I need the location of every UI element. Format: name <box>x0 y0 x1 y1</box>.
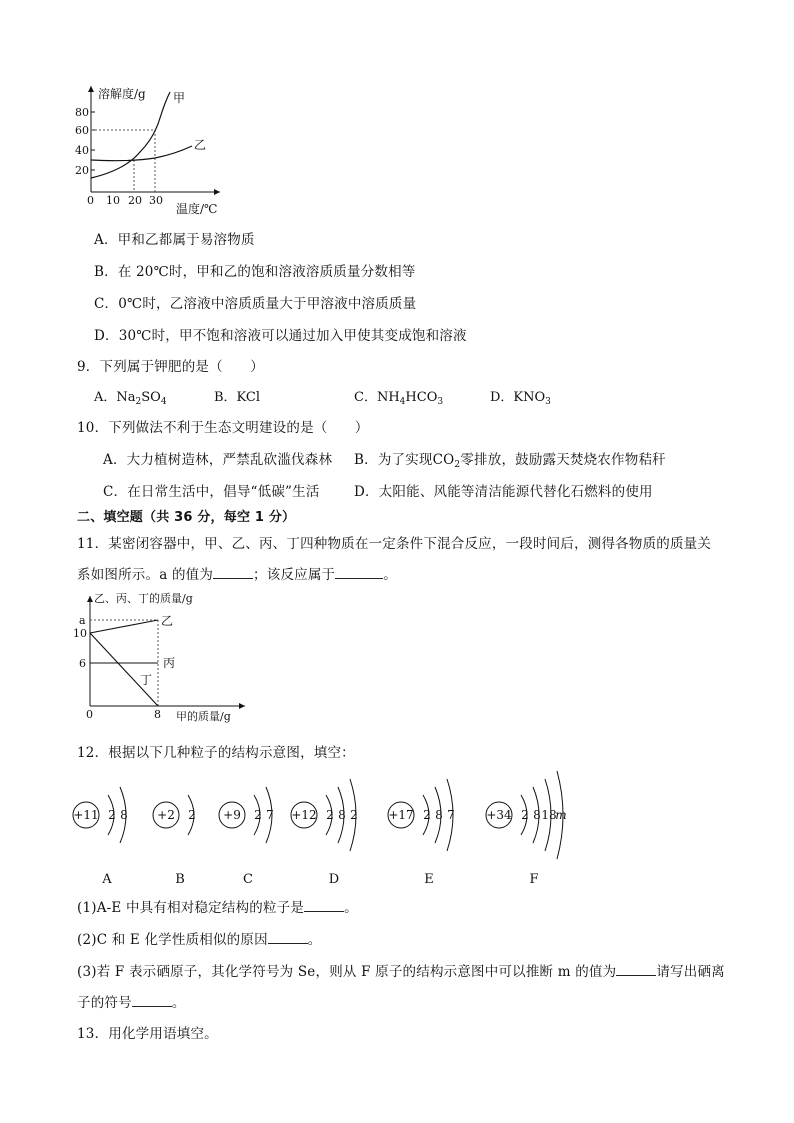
q8-option-b: B．在 20℃时，甲和乙的饱和溶液溶质质量分数相等 <box>94 264 416 280</box>
nucleus-charge: +9 <box>223 808 241 822</box>
q8-option-d: D．30℃时，甲不饱和溶液可以通过加入甲使其变成饱和溶液 <box>94 328 467 344</box>
q8-option-a: A．甲和乙都属于易溶物质 <box>94 232 255 248</box>
solubility-chart <box>70 80 240 220</box>
y-tick-a: a <box>79 614 86 627</box>
shell-electron-count: 18 <box>541 808 557 822</box>
shell-electron-count: 2 <box>521 808 529 822</box>
y-axis-label: 乙、丙、丁的质量/g <box>94 592 193 605</box>
q12-sub3: (3)若 F 表示硒原子，其化学符号为 Se，则从 F 原子的结构示意图中可以推断 m 的值为 请写出硒离 <box>77 964 725 980</box>
x-axis-label: 甲的质量/g <box>176 710 231 723</box>
q9-option-b: B．KCl <box>214 390 261 405</box>
shell-electron-count: 8 <box>533 808 541 822</box>
series-label-ding: 丁 <box>140 673 153 687</box>
y-tick-6: 6 <box>79 657 86 670</box>
particle-label: A <box>102 872 112 887</box>
nucleus-charge: +11 <box>73 808 99 822</box>
x-tick-20: 20 <box>128 194 142 207</box>
q12-sub2: (2)C 和 E 化学性质相似的原因 。 <box>77 932 322 948</box>
q12-blank-3[interactable] <box>616 963 656 976</box>
particle-label: F <box>529 872 539 887</box>
q9-option-a: A．$Na_2SO_4$ <box>94 390 167 407</box>
nucleus-charge: +2 <box>157 808 175 822</box>
y-tick-20: 20 <box>75 164 89 177</box>
shell-electron-count: 7 <box>447 808 455 822</box>
q9-option-c: C．$NH_4HCO_3$ <box>354 390 444 407</box>
q9-stem: 9．下列属于钾肥的是（ ） <box>77 359 264 375</box>
shell-electron-count: 2 <box>326 808 334 822</box>
q12-sub3-cont: 子的符号 。 <box>77 995 186 1011</box>
q8-option-c: C．0℃时，乙溶液中溶质质量大于甲溶液中溶质质量 <box>94 296 417 312</box>
shell-electron-count: m <box>555 808 567 822</box>
series-label-yi: 乙 <box>161 614 174 628</box>
series-label-jia: 甲 <box>173 91 186 105</box>
y-axis-label: 溶解度/g <box>98 87 146 101</box>
q10-option-c: C．在日常生活中，倡导“低碳”生活 <box>103 484 320 500</box>
particle-label: D <box>328 872 340 887</box>
q12-sub1: (1)A-E 中具有相对稳定结构的粒子是 。 <box>77 900 358 916</box>
x-tick-0: 0 <box>86 708 93 721</box>
q11-blank-a[interactable] <box>213 566 253 579</box>
y-tick-80: 80 <box>75 106 89 119</box>
shell-electron-count: 2 <box>188 808 196 822</box>
q12-stem: 12．根据以下几种粒子的结构示意图，填空： <box>77 745 355 761</box>
particle-label: B <box>175 872 185 887</box>
mass-chart <box>70 590 250 724</box>
q10-option-a: A．大力植树造林，严禁乱砍滥伐森林 <box>103 452 333 468</box>
shell-electron-count: 7 <box>266 808 274 822</box>
nucleus-charge: +12 <box>291 808 317 822</box>
q10-option-d: D．太阳能、风能等清洁能源代替化石燃料的使用 <box>354 484 653 500</box>
x-tick-8: 8 <box>154 708 161 721</box>
series-label-bing: 丙 <box>163 656 176 670</box>
series-yi-curve <box>91 146 192 161</box>
x-tick-0: 0 <box>87 194 94 207</box>
nucleus-charge: +34 <box>486 808 512 822</box>
shell-electron-count: 8 <box>338 808 346 822</box>
q12-blank-1[interactable] <box>304 899 344 912</box>
nucleus-charge: +17 <box>388 808 414 822</box>
series-yi-line <box>90 620 158 633</box>
shell-electron-count: 2 <box>350 808 358 822</box>
x-tick-30: 30 <box>149 194 163 207</box>
q11-line1: 11．某密闭容器中，甲、乙、丙、丁四种物质在一定条件下混合反应，一段时间后，测得各物质的质量关 <box>77 536 712 552</box>
series-label-yi: 乙 <box>194 138 207 152</box>
x-tick-10: 10 <box>106 194 120 207</box>
series-ding-line <box>90 633 158 706</box>
particle-label: E <box>424 872 434 887</box>
q9-option-d: D．$KNO_3$ <box>490 390 551 407</box>
section-title: 二、填空题（共 36 分，每空 1 分） <box>77 510 296 525</box>
q11-blank-reaction[interactable] <box>335 566 383 579</box>
q12-blank-4[interactable] <box>132 994 172 1007</box>
shell-electron-count: 2 <box>423 808 431 822</box>
particle-diagrams <box>70 760 600 890</box>
particle-label: C <box>243 872 253 887</box>
y-tick-40: 40 <box>75 144 89 157</box>
x-axis-label: 温度/℃ <box>176 202 218 216</box>
shell-electron-count: 8 <box>120 808 128 822</box>
q13-stem: 13．用化学用语填空。 <box>77 1026 218 1042</box>
shell-electron-count: 2 <box>108 808 116 822</box>
shell-electron-count: 8 <box>435 808 443 822</box>
q12-blank-2[interactable] <box>268 931 308 944</box>
q10-stem: 10．下列做法不利于生态文明建设的是（ ） <box>77 420 369 436</box>
series-jia-curve <box>91 92 170 178</box>
y-tick-60: 60 <box>75 124 89 137</box>
shell-electron-count: 2 <box>254 808 262 822</box>
q10-option-b: B．为了实现$CO_2$零排放，鼓励露天焚烧农作物秸秆 <box>354 452 666 470</box>
y-tick-10: 10 <box>73 627 87 640</box>
q11-line2: 系如图所示。a 的值为 ；该反应属于 。 <box>77 567 397 583</box>
